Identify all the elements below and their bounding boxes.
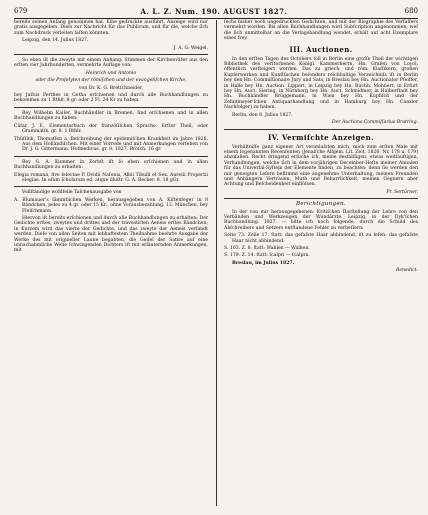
announcement-blumauer-intro: Vollſtändige wohlfeile Taſchenausgabe von: [22, 190, 122, 196]
corrections-intro: In der von mir herausgegebenen: Kritiſchen Darſtellung der Lehre von den Verbänden und Werkzeugen der Wundärzte. Leipzig, in der Dyk'ſchen Buchhandlung. 1827. — bitte ich noch folgende, durch die Schuld des Abſchreibers und Setzers entſtandene Fehler zu verbeſſern:: [224, 209, 418, 231]
announcement-weigel-signature: J. A. G. Weigel.: [173, 45, 208, 51]
divider: [224, 129, 418, 130]
book-entry: Elegia romana, five ſelectae P. Ovidii Naſonis, Albii Tibulli et Sex. Aurelii Propertii elegiae. In uſum ſcholarum ed. atque illuſtr. G. A. Becker. 8. 18 gGr.: [14, 172, 208, 183]
announcement-perthes-intro: So eben iſt die zweyte mit einem Anhang: Stimmen der Kirchenväter aus den erſten vier Jahrhunderten, vermehrte Auflage von:: [14, 58, 208, 69]
announcement-blumauer-body: Hiervon iſt bereits erſchienen und durch alle Buchhandlungen zu erhalten: Der Gedichte erſtes, zweytes und drittes und der travestirten Aeneis erſtes Bändchen; in Kurzem wird das vierte der Gedichte, und das zweyte der Aeneis verſandt werden. Dieſe von allen Seiten mit lebhaftestem Theilnahme beehrte Ausgabe der Werke des mit origineller Laune begabten, die Geiſel der Satire auf eine unnachahmliche Weiſe ſchwingenden Dichters iſt mit erläuternden Anmerkungen, mit: [14, 215, 208, 254]
announcement-kummer-intro: Bey G. A. Kummer in Zerbſt iſt ſo eben erſchienen und in allen Buchhandlungen zu erhalten:: [14, 159, 208, 171]
correction-item: Seite 73. Zeile 17. ſtatt: das gefaſste Haar abbindend, iſt zu leſen: das gefaſste Haar nicht abbindend.: [224, 233, 418, 244]
divider: [14, 107, 208, 108]
announcement-weigel: bereits seinen Anfang genommen hat. Eine gedruckte ausführl. Anzeige wird nur gratis ausgegeben. Dieſs zur Nachricht für das Publicum, und für die, welche ſich zum Nachdruck verleiten laſſen könnten.: [14, 20, 208, 36]
auction-notice: In den erſten Tagen des Octobers ſoll in Berlin eine groſſe Theil der wichtigen Bibliothek des verſtorbenen Königl. Kammerherrn, Hn. Grafen von Loyol, öffentlich verſteigert werden. Das zu griech. und röm. Klaſſikern, großen Kupferwerken und Kunſtſachen beſonders reichhaltige Verzeichniſs iſt in Berlin bey den Hn. Commiſſionaire Jury und Sats, in Breslau bey Hn. Auctionator Pfeiffer, in Halle bey Hn. Auction. Lippert, in Leipzig bey Hn. Buchh. Mohnert, in Erfurt bey Hn. Auct. Siering, in Nürnberg bey Hn. Auct. Schmidmer, in Halberſtadt bey Hn. Buchhändler Brüggemann, in Wien bey Hn. Kupfiſch und der Zehntmeyer'ſchen Antiquarhandlung und in Hamburg bey Hn. Canzler Nachſolger) zu haben.: [224, 56, 418, 111]
misc-notice-signature: Pr. Sertürner.: [386, 189, 418, 195]
announcement-blumauer-continued: ſechs bisher noch ungedruckten Gedichten, und mit der Biographie des Verfaſſers vermehrt worden. Bis allen Buchhandlungen wird Subſcription angenommen; weſ die ſich unmittelbar an die Verlagshandlung wendet, erhält auf acht Exemplare eines frey.: [224, 20, 418, 42]
book-subtitle: oder die Proſelyten der römiſchen und der evangeliſchen Kirche,: [35, 78, 187, 84]
right-column: [224, 20, 418, 276]
misc-notice: Verhältniſſe ganz eigener Art veranlaſsten mich, mich zum erſten Male mit einem fogenannten Recenſenten (Jenaiſche Allgem. Lit. Zeit. 1826. Nr. 178 u. 179) abzufallen. Recht dringend erſuche ich, meine desfallſigen, etwas weitläuftigen, Verhandlungen, welche ſich in dem vorjährigen December-Hefte meiner Annalen für das Univerſal-Syſtem der Elemente finden, zu beachten: denn ſie werden den mir geneigten Leſern beſtimmt eine angenehme Unterhaltung, meinen Freunden und Anhängern Vertrauen, Muth und Beharrlichkeit, meinen Gegnern aber Achtung und Beſcheidenheit einflöſsen.: [224, 144, 418, 188]
book-entry: Cäſar, J. F., Elementarbuch der franzöſiſchen Sprache. Erſter Theil, oder Grammatik. gr. 8. 1 Rthlr.: [14, 123, 208, 135]
book-entry: Thüſſink, Thomaſſen a, Beſchreibung der epidemiſchen Krankheit im Jahre 1826. Aus dem Holländiſchen. Mit einer Vorrede und mit Anmerkungen verſehen von Dr. J. G. Gittermann, Hofmedicus. gr. 8. 1827. Broſch. 16 gr.: [14, 136, 208, 153]
corrections-heading: Berichtigungen.: [295, 201, 347, 208]
corrections-signature: Benedict.: [395, 268, 418, 274]
newspaper-page: [14, 6, 418, 506]
correction-item: S. 103. Z. 8. ſtatt: Wahlen — Walhen.: [224, 246, 310, 251]
correction-item: S. 179. Z. 14. ſtatt: ſcalpri — ſcalpra.: [224, 253, 310, 259]
header-title: A. L. Z. Num. 190. AUGUST 1827.: [140, 7, 288, 16]
announcement-perthes-end: bey Juſtus Perthes in Gotha erſchienen und durch alle Buchhandlungen zu bekommen zu 1 Rthlr. 8 gr. oder 2 Fl. 24 Kr zu haben.: [14, 93, 208, 104]
announcement-kaiser-intro: Bey Wilhelm Kaiſer, Buchhändler in Bremen, ſind erſchienen und in allen Buchhandlungen zu haben:: [14, 110, 208, 122]
page-header: [14, 6, 418, 19]
left-column: [14, 20, 208, 256]
auction-notice-date: Berlin, den 8. Julius 1827.: [232, 112, 293, 118]
book-author: von Dr. K. G. Bretſchneider,: [78, 85, 144, 91]
divider: [14, 156, 208, 157]
book-entry: A. Blumauer's ſämmtlichen Werken, herausgegeben von A. Kiſtenfeger in 8 Bändchen, jedes zu 4 gr. oder 15 Kr., ohne Vorausbezahlung. 12. München, bey Fleiſchmann.: [14, 197, 208, 214]
column-divider: [216, 20, 217, 506]
section-heading-miscellaneous: IV. Vermiſchte Anzeigen.: [268, 132, 374, 142]
divider: [14, 54, 208, 55]
divider: [224, 198, 418, 199]
corrections-date: Breslau, im Julius 1827.: [232, 260, 295, 266]
page-number-left: 679: [14, 7, 28, 15]
auction-notice-signature: Der Auctions-Commiſſarius Bratring.: [331, 120, 418, 126]
section-heading-auctions: III. Auctionen.: [289, 44, 353, 54]
divider: [14, 186, 208, 187]
announcement-weigel-date: Leipzig, den 14. Julius 1827.: [22, 38, 89, 44]
book-title: Heinrich und Antonio: [85, 70, 137, 76]
page-number-right: 680: [404, 7, 418, 15]
